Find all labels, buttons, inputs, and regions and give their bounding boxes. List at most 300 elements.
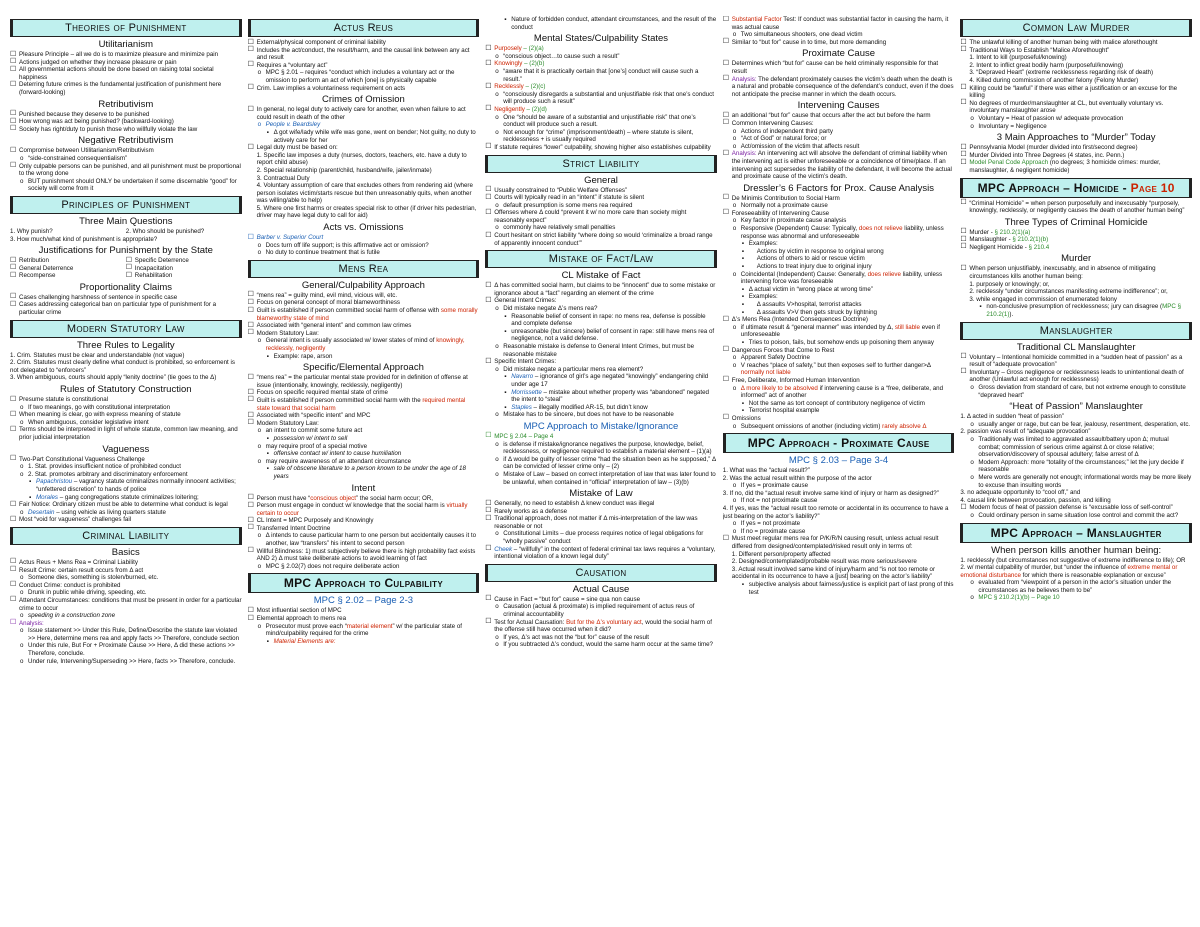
outline-item: ☐ Includes the act/conduct, the result/harm, and the causal link between any act and result xyxy=(248,47,480,62)
item-text: if intervening cause is a “free, deliberate, and informed” act of another xyxy=(740,384,944,400)
outline-subitem xyxy=(248,638,480,646)
outline-item: ☐ CL Intent = MPC Purposely and Knowingly xyxy=(248,517,480,525)
outline-item: ☐ Dangerous Forces that Come to Rest xyxy=(723,347,955,355)
subheading-basics: Basics xyxy=(111,546,140,558)
section-header-mpc-homicide xyxy=(960,178,1192,198)
subheading-three-approaches: 3 Main Approaches to “Murder” Today xyxy=(996,132,1156,144)
item-text: if ultimate result & “general manner” was intended by Δ, xyxy=(740,323,895,331)
subheading-utilitarianism: Utilitarianism xyxy=(98,39,153,50)
outline-subitem: ▪ subjective analysis about fairness/justice is explicit part of last prong of this test xyxy=(723,581,955,596)
outline-subitem: o Mere words are generally not enough; informational words may be more likely to excuse than insulting words xyxy=(960,474,1192,489)
case-name: People v. Beardsley xyxy=(265,121,321,129)
outline-subitem: o Issue statement >> Under this Rule, Define/Describe the statute law violated >> Here, determine mens rea and apply facts >> Therefore, conclude section xyxy=(10,627,242,642)
subheading-specific-elemental: Specific/Elemental Approach xyxy=(302,362,424,374)
outline-subitem: o if Δ would be guilty of lesser crime “had the situation been as he supposed,” Δ can be convicted of lesser crime only – (2) xyxy=(485,456,717,471)
outline-item: ☐ Legal duty must be based on: xyxy=(248,144,480,152)
outline-item: ☐ Focus on specific required mental state of crime xyxy=(248,389,480,397)
subheading-traditional-manslaughter: Traditional CL Manslaughter xyxy=(1016,341,1136,353)
case-morrissette xyxy=(485,389,717,404)
outline-item xyxy=(960,236,1192,244)
outline-subitem: o Causation (actual & proximate) is implied requirement of actus reus of criminal accountability xyxy=(485,603,717,618)
highlight-text: Recklessly xyxy=(494,83,524,91)
outline-item xyxy=(248,397,480,412)
highlight-text: Knowingly xyxy=(494,60,523,68)
italic-text: sale of obscene literature to a person known to be under the age of 18 years xyxy=(273,465,466,480)
item-text: Person must engage in conduct w/ knowledge that the social harm is xyxy=(256,502,447,510)
outline-item: ☐ Willful Blindness: 1) must subjectively believe there is high probability fact exists AND 2) Δ must take deliberate actions to avoid learning of fact xyxy=(248,548,480,563)
outline-item: 4. Voluntary assumption of care that excludes others from rendering aid (where person isolates victim/starts rescue but then unreasonably quits, when another was willing/able to help) xyxy=(256,182,473,205)
outline-item: ☐ Modern focus of heat of passion defense is “excusable loss of self-control” xyxy=(960,504,1192,512)
outline-item: ☐ Pennsylvania Model (murder divided into first/second degree) xyxy=(960,144,1192,152)
outline-item: ☐ Only culpable persons can be punished, and all punishment must be proportional to the wrong done xyxy=(10,163,242,178)
item-text: Subsequent omissions of another (including victim) xyxy=(740,422,883,430)
italic-text: possession w/ intent to sell xyxy=(273,434,348,442)
outline-item: ☐ Generally, no need to establish Δ knew conduct was illegal xyxy=(485,500,717,508)
outline-item: ☐ Specific Intent Crimes: xyxy=(485,358,717,366)
outline-subitem: o evaluated from “viewpoint of a person in the actor’s situation under the circumstances as he believes them to be” xyxy=(960,579,1192,594)
outline-item: ☐ Voluntary – Intentional homicide committed in a “sudden heat of passion” as a result of “adequate provocation” xyxy=(960,354,1192,369)
outline-subitem: o One “should be aware of a substantial and unjustifiable risk” that one’s conduct will produce such a result. xyxy=(485,114,717,129)
case-name: Staples xyxy=(511,403,532,411)
item-text: Negligent Homicide - xyxy=(969,243,1029,251)
item-text: General intent is usually associated w/ lower states of mind of xyxy=(265,337,437,345)
outline-item: ☐ Retribution xyxy=(10,257,126,265)
outline-subitem: o Could ordinary person in same situation lose control and commit the act? xyxy=(960,512,1192,520)
highlight-text: Material Elements are: xyxy=(273,637,336,645)
subheading-statutory-construction: Rules of Statutory Construction xyxy=(60,384,192,396)
analysis-label: Analysis: xyxy=(731,150,757,158)
section-header-actus-reus: Actus Reus xyxy=(248,19,480,37)
outline-item: ☐ Murder Divided into Three Degrees (4 states, inc. Penn.) xyxy=(960,152,1192,160)
case-name: Cheek xyxy=(494,545,513,553)
section-header-criminal-liability: Criminal Liability xyxy=(10,527,242,545)
section-header-modern-statutory-law: Modern Statutory Law xyxy=(10,320,242,338)
outline-subitem: o If yes = not proximate xyxy=(723,520,955,528)
outline-item: 1. What was the “actual result?” xyxy=(722,467,810,475)
highlight-text: does relieve xyxy=(867,270,901,278)
outline-item: ☐ Modern Statutory Law: xyxy=(248,330,480,338)
outline-item: 3. How much/what kind of punishment is appropriate? xyxy=(10,235,158,243)
outline-subitem xyxy=(10,612,242,620)
outline-subitem: o usually anger or rage, but can be fear, jealousy, resentment, desperation, etc. xyxy=(960,421,1192,429)
outline-subitem: o an intent to commit some future act xyxy=(248,427,480,435)
subheading-three-questions: Three Main Questions xyxy=(79,215,173,227)
case-navarro xyxy=(485,373,717,388)
outline-subitem: o 2. Stat. promotes arbitrary and discriminatory enforcement xyxy=(10,471,242,479)
outline-subitem: o commonly have relatively small penalties xyxy=(485,224,717,232)
section-ref: – (2)(c) xyxy=(523,83,546,91)
section-header-mistake: Mistake of Fact/Law xyxy=(485,250,717,268)
case-name: Desertain xyxy=(28,508,55,516)
outline-subitem: o 1. Stat. provides insufficient notice of prohibited conduct xyxy=(10,463,242,471)
outline-subitem: o “conscious object…to cause such a result” xyxy=(485,53,717,61)
outline-item: 3. Actual result involved same kind of injury/harm and “is not too remote or accidental in its occurrence to have a [just] bearing on the actor’s liability” xyxy=(731,565,936,581)
outline-subitem: o Mistake has to be sincere, but does not have to be reasonable xyxy=(485,411,717,419)
outline-item: 2. Special relationship (parent/child, husband/wife, jailer/inmate) xyxy=(256,166,432,174)
outline-subitem xyxy=(248,465,480,480)
outline-item: ☐ Fair Notice: Ordinary citizen must be able to determine what conduct is legal xyxy=(10,501,242,509)
highlight-text: required mental state toward that social harm xyxy=(256,396,466,412)
subheading-intent: Intent xyxy=(351,482,376,494)
outline-item: ☐ When meaning is clear, go with express meaning of statute xyxy=(10,411,242,419)
outline-item xyxy=(960,159,1192,174)
subheading-mpc-section: MPC § 2.02 – Page 2-3 xyxy=(313,595,414,607)
outline-subitem: o BUT punishment should ONLY be undertaken if some discernable “good” for society will come from it xyxy=(10,178,242,193)
outline-item xyxy=(248,495,480,503)
subheading-three-rules: Three Rules to Legality xyxy=(76,339,175,351)
outline-item: ☐ Offenses where Δ could “prevent it w/ no more care than society might reasonably expect” xyxy=(485,209,717,224)
subheading-acts-vs-omissions: Acts vs. Omissions xyxy=(323,222,404,234)
outline-item: ☐ Omissions xyxy=(723,415,955,423)
outline-item: ☐ General Intent Crimes: xyxy=(485,297,717,305)
case-text: – vagrancy statute criminalizes normally innocent activities; “unfettered discretion” to hands of police xyxy=(36,478,236,493)
outline-item: ☐ Rehabilitation xyxy=(126,272,242,280)
highlight-text: Substantial Factor xyxy=(731,16,782,23)
outline-item xyxy=(723,16,955,31)
outline-subitem: ▪ Examples: xyxy=(723,240,955,248)
section-ref: MPC § 210.2(1)(b) xyxy=(978,594,1030,602)
outline-item-negligently xyxy=(485,106,717,114)
case-desertain xyxy=(10,509,242,517)
header-text: MPC Approach – Homicide - xyxy=(977,180,1131,195)
outline-item: 2. Was the actual result within the purpose of the actor xyxy=(722,474,872,482)
outline-item: ☐ Recompense xyxy=(10,272,126,280)
section-ref: – (2)(d) xyxy=(524,105,547,113)
outline-subitem: ▪ Δ assaults V>V then gets struck by lightning xyxy=(723,309,955,317)
outline-subitem: ▪ Actions by victim in response to original wrong xyxy=(723,248,955,256)
outline-item: ☐ Result Crime: certain result occurs from Δ act xyxy=(10,567,242,575)
outline-item: ☐ Crim. Law implies a voluntariness requirement on acts xyxy=(248,85,480,93)
outline-item: 1. recklessly (but circumstances not suggestive of extreme indifference to life); OR xyxy=(960,556,1186,564)
outline-subitem: o MPC § 2.02(7) does not require deliberate action xyxy=(248,563,480,571)
outline-item: ☐ Elemental approach to mens rea xyxy=(248,615,480,623)
section-header-causation: Causation xyxy=(485,564,717,582)
highlight-text: some morally blameworthy state of mind xyxy=(256,307,478,322)
highlight-text: extreme mental or emotional disturbance xyxy=(960,564,1178,579)
outline-item xyxy=(960,229,1192,237)
outline-item: ☐ Conduct Crime: conduct is prohibited xyxy=(10,582,242,590)
outline-item: ☐ Similar to “but for” cause in to time, but more demanding xyxy=(723,39,955,47)
item-text: 2. w/ mental culpability of murder, but “under the influence of xyxy=(960,564,1128,572)
highlight-text: knowingly, recklessly, negligently xyxy=(265,337,465,352)
outline-item-knowingly xyxy=(485,60,717,68)
outline-subitem: ▪ Δ actual victim in “wrong place at wrong time” xyxy=(723,286,955,294)
item-text: Guilt is established if person committed social harm of offense with xyxy=(256,307,441,315)
item-text: liability, unless intervening force was foreseeable xyxy=(740,270,943,286)
outline-item: ☐ Traditional Ways to Establish “Malice Aforethought” xyxy=(960,47,1192,55)
outline-subitem: o “consciously disregards a substantial and unjustifiable risk that one’s conduct will produce such a result” xyxy=(485,91,717,106)
subheading-mpc-section: MPC § 2.03 – Page 3-4 xyxy=(788,455,889,467)
justifications-grid xyxy=(10,257,242,280)
outline-subitem: ▪ Terrorist hospital example xyxy=(723,407,955,415)
outline-subitem: o Reasonable mistake is defense to General Intent Crimes, but must be reasonable mistake xyxy=(485,343,717,358)
outline-item: ☐ Rarely works as a defense xyxy=(485,508,717,516)
outline-subitem: o Under rule, Intervening/Superseding >> Here, facts >> Therefore, conclude. xyxy=(10,658,242,666)
subheading-three-types: Three Types of Criminal Homicide xyxy=(1004,216,1148,228)
highlight-text: Negligently xyxy=(494,105,525,113)
outline-item: ☐ How wrong was act being punished? (backward-looking) xyxy=(10,118,242,126)
outline-subitem: o “side-constrained consequentialism” xyxy=(10,155,242,163)
outline-subitem: o is defense if mistake/ignorance negatives the purpose, knowledge, belief, recklessness, or negligence required to establish a material element – (1)(a) xyxy=(485,441,717,456)
case-text: – “willfully” in the context of federal criminal tax laws requires a “voluntary, intentional violation of a known legal duty” xyxy=(494,545,716,561)
outline-item: ☐ Modern Statutory Law: xyxy=(248,420,480,428)
section-ref: § 210.2(1)(b) xyxy=(1012,236,1049,244)
outline-item: ☐ No degrees of murder/manslaughter at CL, but eventually voluntary vs. involuntary manslaughter arose xyxy=(960,100,1192,115)
outline-subitem: o If you subtracted Δ’s conduct, would the same harm occur at the same time? xyxy=(485,641,717,649)
outline-subitem: o No duty to continue treatment that is futile xyxy=(248,249,480,257)
outline-item: 3. When ambiguous, courts should apply “lenity doctrine” (tie goes to the Δ) xyxy=(10,374,217,382)
highlight-text: does not relieve xyxy=(858,225,903,233)
outline-item: ☐ Court hesitant on strict liability “where doing so would ‘criminalize a broad range of apparently innocent conduct’” xyxy=(485,232,717,247)
section-header-mpc-culpability: MPC Approach to Culpability xyxy=(248,573,480,593)
outline-item: ☐ Actions judged on whether they increase pleasure or pain xyxy=(10,59,242,67)
outline-item: ☐ Terms should be interpreted in light of whole statute, common law meaning, and prior judicial interpretation xyxy=(10,426,242,441)
section-header-principles: Principles of Punishment xyxy=(10,196,242,214)
item-text: Murder - xyxy=(969,228,995,236)
outline-item: ☐ The unlawful killing of another human being with malice aforethought xyxy=(960,39,1192,47)
item-text: An intervening act will absolve the defendant of criminal liability when the intervening act is either unforeseeable or a coincidence of time/place. If an intervening act supersedes the liability of the defendant, it will become the actual and proximate cause of the victim’s death. xyxy=(731,150,952,181)
outline-subitem: o When ambiguous, consider legislative intent xyxy=(10,419,242,427)
outline-subitem: o Not enough for “crime” (imprisonment/death) – where statute is silent, recklessness + is usually required xyxy=(485,129,717,144)
item-text: V reaches “place of safety,” but then exposes self to further danger>Δ xyxy=(740,361,931,369)
italic-text: speeding in a construction zone xyxy=(28,612,116,620)
case-papachristou xyxy=(10,478,242,493)
outline-item xyxy=(723,150,955,180)
header-page-ref: Page 10 xyxy=(1130,180,1175,195)
outline-item: ☐ Most influential section of MPC xyxy=(248,607,480,615)
subheading-general-culpability: General/Culpability Approach xyxy=(301,279,425,291)
column-2 xyxy=(248,16,480,921)
item-text: ). xyxy=(1009,311,1014,319)
outline-item: ☐ General Deterrence xyxy=(10,265,126,273)
subheading-mistake-of-law: Mistake of Law xyxy=(569,488,633,500)
outline-item: ☐ Must meet regular mens rea for P/K/R/N causing result, unless actual result differed from designed/contemplated/risked result only in terms of: xyxy=(723,535,955,550)
outline-item: ☐ Society has right/duty to punish those who willfully violate the law xyxy=(10,126,242,134)
outline-item: ☐ Incapacitation xyxy=(126,265,242,273)
italic-text: offensive contact w/ intent to cause humiliation xyxy=(273,450,402,458)
case-text: – using vehicle as living quarters statute xyxy=(54,508,166,516)
case-name: Morales xyxy=(36,493,59,501)
outline-item: ☐ Courts will typically read in an “intent” if statute is silent xyxy=(485,194,717,202)
outline-item: 3. no adequate opportunity to “cool off,” and xyxy=(960,489,1081,497)
outline-item: ☐ Common Intervening Causes: xyxy=(723,120,955,128)
case-text: – mistake about whether property was “abandoned” negated the intent to “steal” xyxy=(511,388,709,404)
outline-item: 2. Designed/contemplated/probable result was more serious/severe xyxy=(731,558,917,566)
outline-item: ☐ Traditional approach, does not matter if Δ mis-interpretation of the law was reasonable or not xyxy=(485,515,717,530)
outline-item: ☐ Killing could be “lawful” if there was either a justification or an excuse for the killing xyxy=(960,85,1192,100)
subheading-justifications: Justifications for Punishment by the State xyxy=(38,245,213,257)
outline-subitem: o Drunk in public while driving, speeding, etc. xyxy=(10,589,242,597)
outline-item: ☐ De Minimis Contribution to Social Harm xyxy=(723,195,955,203)
outline-subitem xyxy=(723,271,955,286)
outline-subitem: o Δ intends to cause particular harm to one person but accidentally causes it to another, law “transfers” his intent to second person xyxy=(248,532,480,547)
item-text: Coincidental (Independent) Cause: Generally, xyxy=(740,270,868,278)
outline-subitem: ▪ Not the same as tort concept of contributory negligence of victim xyxy=(723,400,955,408)
outline-item: ☐ Involuntary – Gross negligence or recklessness leads to unintentional death of another (Unlawful act enough for recklessness) xyxy=(960,369,1192,384)
outline-item-recklessly xyxy=(485,83,717,91)
section-ref: – (2)(b) xyxy=(522,60,545,68)
item-text: ” the social harm occur; OR, xyxy=(356,494,434,502)
case-cheek xyxy=(485,546,717,561)
outline-item: ☐ In general, no legal duty to actively care for another, even when failure to act could result in death of the other xyxy=(248,106,480,121)
outline-item xyxy=(248,502,480,517)
outline-item: ☐ Specific Deterrence xyxy=(126,257,242,265)
highlight-text: conscious object xyxy=(310,494,356,502)
outline-subitem: o Docs turn off life support; is this affirmative act or omission? xyxy=(248,242,480,250)
subheading-retributivism: Retributivism xyxy=(98,98,154,110)
outline-subitem: ▪ Reasonable belief of consent in rape: no mens rea, defense is possible and complete defense xyxy=(485,313,717,328)
case-text: – gang congregations statute criminalizes loitering; xyxy=(58,493,199,501)
outline-item: ☐ “mens rea” = the particular mental state provided for in definition of offense at issue (intentionally, knowingly, recklessly, negligently) xyxy=(248,374,480,389)
outline-item: ☐ Δ’s Mens Rea (Intended Consequences Doctrine) xyxy=(723,316,955,324)
item-text: (no degrees; 3 homicide crimes: murder, manslaughter, & negligent homicide) xyxy=(969,159,1161,174)
outline-item: ☐ Focus on general concept of moral blameworthiness xyxy=(248,299,480,307)
outline-subitem xyxy=(248,450,480,458)
column-5 xyxy=(960,16,1192,921)
outline-item: 1. Δ acted in sudden “heat of passion” xyxy=(960,413,1064,421)
subheading-proximate-cause: Proximate Cause xyxy=(802,48,876,60)
case-name: Barber v. Superior Court xyxy=(256,234,324,242)
outline-subitem: o Act/omission of the victim that affects result xyxy=(723,143,955,151)
outline-item: 1. Why punish? xyxy=(10,227,53,235)
outline-subitem: o Someone dies, something is stolen/burned, etc. xyxy=(10,574,242,582)
subheading-cl-mistake: CL Mistake of Fact xyxy=(561,270,641,282)
outline-subitem: o Key factor in proximate cause analysis xyxy=(723,217,955,225)
outline-subitem: o default presumption is some mens rea required xyxy=(485,202,717,210)
outline-item: ☐ All governmental actions should be done based on raising total societal happiness xyxy=(10,66,242,81)
outline-item: ☐ Attendant Circumstances: conditions that must be present in order for a particular crime to occur xyxy=(10,597,242,612)
outline-subitem: ▪ Actions of others to aid or rescue victim xyxy=(723,255,955,263)
outline-item: ☐ Foreseeability of Intervening Cause xyxy=(723,210,955,218)
outline-item: ☐ Usually constrained to “Public Welfare Offenses” xyxy=(485,187,717,195)
outline-subitem xyxy=(723,324,955,339)
outline-item: ☐ Associated with “specific intent” and MPC xyxy=(248,412,480,420)
analysis-label: Analysis: xyxy=(731,75,757,83)
outline-subitem xyxy=(248,337,480,352)
outline-item: ☐ MPC § 2.04 – Page 4 xyxy=(485,433,717,441)
outline-subitem xyxy=(723,385,955,400)
highlight-text: virtually certain to occur xyxy=(256,502,468,517)
outline-item: ☐ Cases challenging harshness of sentence in specific case xyxy=(10,294,242,302)
outline-item: 4. causal link between provocation, passion, and killing xyxy=(960,496,1111,504)
outline-item: ☐ Compromise between Utilitarianism/Retributivism xyxy=(10,147,242,155)
outline-subitem xyxy=(723,423,955,431)
outline-item: ☐ Cases addressing categorical ban on particular type of punishment for a particular crime xyxy=(10,301,242,316)
outline-item: ☐ When person unjustifiably, inexcusably, and in absence of mitigating circumstances kills another human being: xyxy=(960,265,1192,280)
section-header-theories: Theories of Punishment xyxy=(10,19,242,37)
outline-subitem: ▪ unreasonable (but sincere) belief of consent in rape: still have mens rea of negligence, not a valid defense. xyxy=(485,328,717,343)
case-morales xyxy=(10,494,242,502)
section-header-mens-rea: Mens Rea xyxy=(248,260,480,278)
outline-item xyxy=(248,307,480,322)
outline-item: 1. Intent to kill (purposeful/knowing) xyxy=(969,54,1067,62)
outline-subitem: o If two meanings, go with constitutional interpretation xyxy=(10,404,242,412)
case-barber xyxy=(248,234,480,242)
outline-item: 1. Specific law imposes a duty (nurses, doctors, teachers, etc. have a duty to report child abuse) xyxy=(256,151,467,167)
outline-item: 2. Intent to inflict great bodily harm (purposeful/knowing) xyxy=(969,61,1124,69)
case-name: Morrissette xyxy=(511,388,542,396)
highlight-text: still liable xyxy=(894,323,920,331)
subheading-general: General xyxy=(584,174,618,186)
subheading-murder: Murder xyxy=(1061,253,1092,265)
section-header-mpc-manslaughter: MPC Approach – Manslaughter xyxy=(960,523,1192,543)
questions-row xyxy=(10,228,242,236)
subheading-dressler: Dressler’s 6 Factors for Prox. Cause Analysis xyxy=(743,182,934,194)
outline-subitem: o Modern Approach: more “totality of the circumstances;” let the jury decide if reasonable xyxy=(960,459,1192,474)
outline-item xyxy=(960,564,1192,579)
outline-subitem xyxy=(248,435,480,443)
item-text: Test for Actual Causation: xyxy=(494,618,567,626)
item-text: non-conclusive presumption of recklessness; jury can disagree ( xyxy=(986,303,1163,311)
highlight-text: But for the Δ’s voluntary act xyxy=(566,618,642,626)
column-3 xyxy=(485,16,717,921)
outline-item: ☐ Pleasure Principle – all we do is to maximize pleasure and minimize pain xyxy=(10,51,242,59)
outline-item: ☐ Punished because they deserve to be punished xyxy=(10,111,242,119)
outline-subitem: o Two simultaneous shooters, one dead victim xyxy=(723,31,955,39)
outline-item: ☐ Two-Part Constitutional Vagueness Challenge xyxy=(10,456,242,464)
outline-subitem: ▪ Δ assaults V>hospital, terrorist attacks xyxy=(723,301,955,309)
outline-item: ☐ Most “void for vagueness” challenges fail xyxy=(10,516,242,524)
item-text: The defendant proximately causes the victim’s death when the death is a natural and probable consequence of the defendant’s conduct, even if the does not anticipate the precise manner in which the death occurs. xyxy=(731,75,954,98)
outline-item: ☐ If statute requires “lower” culpability, showing higher also establishes culpability xyxy=(485,144,717,152)
item-text: Guilt is established if person committed social harm with the xyxy=(256,396,423,404)
outline-item: ☐ Actus Reus + Mens Rea = Criminal Liability xyxy=(10,559,242,567)
item-text: Prosecutor must prove each “ xyxy=(265,622,347,630)
section-ref: MPC § 210.2(1) xyxy=(986,303,1182,319)
outline-item: 3. while engaged in commission of enumerated felony xyxy=(969,295,1117,303)
outline-subitem: ▪ Nature of forbidden conduct, attendant circumstances, and the result of the conduct xyxy=(485,16,717,31)
subheading-when-person-kills: When person kills another human being: xyxy=(991,544,1162,556)
outline-subitem: ▪ Tries to poison, fails, but somehow ends up poisoning them anyway xyxy=(723,339,955,347)
subheading-vagueness: Vagueness xyxy=(102,443,150,455)
outline-subitem xyxy=(960,594,1192,602)
outline-item: ☐ Deterring future crimes is the fundamental justification of punishment here (forward-looking) xyxy=(10,81,242,96)
outline-item: ☐ Determines which “but for” cause can be held criminally responsible for that result xyxy=(723,60,955,75)
item-text: liability, unless response was abnormal and unforeseeable xyxy=(740,225,944,240)
outline-item: ☐ Transferred Intent Doctrine xyxy=(248,525,480,533)
outline-item: ☐ Cause in Fact = “but for” cause = sine qua non cause xyxy=(485,596,717,604)
outline-subitem xyxy=(723,225,955,240)
outline-subitem: o Did mistake negate Δ’s mens rea? xyxy=(485,305,717,313)
outline-item: 5. Where one first harms or creates special risk to other (if driver hits pedestrian, driver may have legal duty to call for aid) xyxy=(256,204,477,220)
outline-item: 2. recklessly “under circumstances manifesting extreme indifference”; or, xyxy=(969,288,1168,296)
item-text: Test: If conduct was substantial factor in causing the harm, it was actual cause xyxy=(731,16,949,31)
outline-subitem: o Gross deviation from standard of care, but not extreme enough to constitute “depraved heart” xyxy=(960,384,1192,399)
item-text: Responsive (Dependent) Cause: Typically, xyxy=(740,225,859,233)
outline-subitem: ▪ Actions to treat injury due to original injury xyxy=(723,263,955,271)
section-ref: § 210.2(1)(a) xyxy=(994,228,1031,236)
highlight-text: Purposely xyxy=(494,45,522,53)
highlight-text: normally not liable xyxy=(740,369,791,377)
outline-subitem: ▪ Examples: xyxy=(723,293,955,301)
item-text: , would the social harm of the offense still have occurred when it did? xyxy=(494,618,712,634)
item-text: even if unforeseeable xyxy=(740,323,940,339)
outline-item: 2. passion was result of “adequate provocation” xyxy=(960,428,1091,436)
outline-item: ☐ Associated with “general intent” and common law crimes xyxy=(248,322,480,330)
outline-subitem: o If not = not proximate cause xyxy=(723,497,955,505)
item-text: for which there is reasonable explanation or excuse” xyxy=(1020,571,1166,579)
section-header-common-law-murder: Common Law Murder xyxy=(960,19,1192,37)
outline-subitem: o Mistake of Law – based on correct interpretation of law that was later found to be unlawful, when contained in “official” interpretation of law – (3)(b) xyxy=(485,471,717,486)
subheading-intervening-causes: Intervening Causes xyxy=(797,100,880,112)
outline-item: ☐ External/physical component of criminal liability xyxy=(248,39,480,47)
outline-subitem: ▪ Example: rape, arson xyxy=(248,353,480,361)
outline-subitem xyxy=(723,362,955,377)
outline-item: 2. Crim. Statutes must clearly define what conduct is prohibited, so enforcement is not delegated to “enforcers” xyxy=(10,359,235,374)
outline-subitem: o “Act of God” or natural force; or xyxy=(723,135,955,143)
outline-item: 1. Different person/property affected xyxy=(731,550,831,558)
outline-item xyxy=(723,76,955,99)
